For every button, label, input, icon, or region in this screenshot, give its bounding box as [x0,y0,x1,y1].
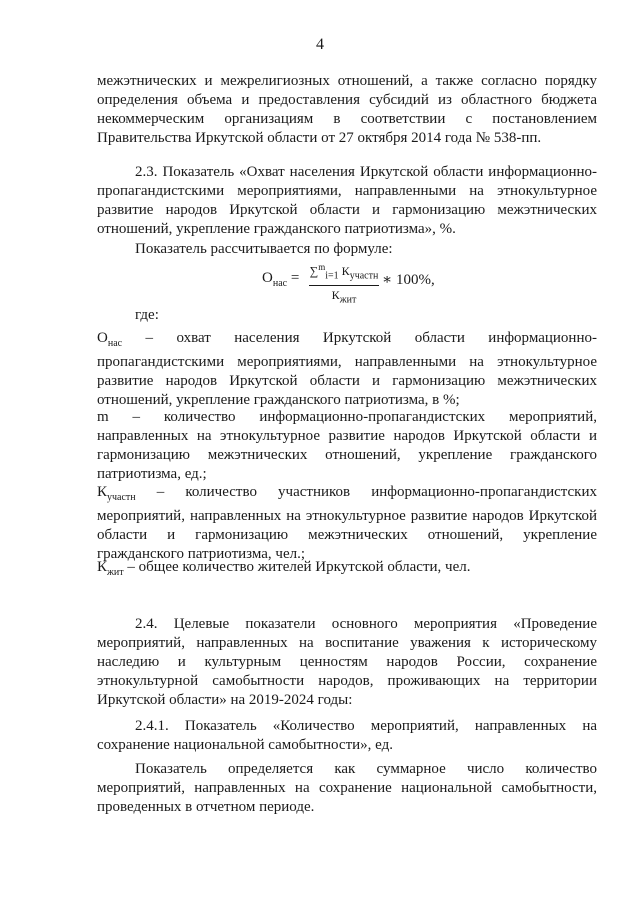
definition-m-text: m – количество информационно-пропагандистских мероприятий, направленных на этнокультурное развитие народов Иркутской области и гармонизацию межэтнических отношений, укрепление гражданского патриотизма, ед.; [97,409,597,482]
where-text: где: [135,307,159,323]
fraction-bar [309,285,379,286]
formula-rhs: ∗ 100%, [382,272,435,288]
definition-onas [97,329,597,410]
definition-kzhit-text: $К_{жит}$ – общее количество жителей Иркутской области, чел. [97,559,471,578]
paragraph-2-3 [97,163,597,239]
paragraph-intro-text: межэтнических и межрелигиозных отношений, а также согласно порядку определения объема и предоставления субсидий из областного бюджета некоммерческим организациям в соответствии с постановлением Правительства Иркутской области от 27 октября 2014 года № 538-пп. [97,73,597,146]
formula-numerator: ∑$^m_{i=1}$ $К_{участн}$ [309,262,379,282]
paragraph-2-4-1-text: 2.4.1. Показатель «Количество мероприятий, направленных на сохранение национальной самобытности», ед. [97,718,597,753]
formula-fraction [309,257,379,308]
page-number: 4 [316,36,324,53]
formula-denominator: $К_{жит}$ [331,288,357,306]
paragraph-intro [97,72,597,148]
paragraph-final-text: Показатель определяется как суммарное число количество мероприятий, направленных на сохранение национальной самобытности, проведенных в отчетном периоде. [97,761,597,815]
definition-kuchastn-text: $К_{участн}$ – количество участников информационно-пропагандистских мероприятий, направленных на этнокультурное развитие народов Иркутской области и гармонизацию межэтнических отношений, укрепление гражданского патриотизма, чел.; [97,484,597,562]
formula [262,257,442,306]
formula-intro-text: Показатель рассчитывается по формуле: [135,241,393,257]
where-label [97,306,597,325]
paragraph-2-4 [97,615,597,710]
definition-kzhit [97,558,597,582]
paragraph-2-4-text: 2.4. Целевые показатели основного мероприятия «Проведение мероприятий, направленных на воспитание уважения к историческому наследию и культурным ценностям народов России, сохранение этнокультурной самобытности народов, проживающих на территории Иркутской области» на 2019-2024 годы: [97,616,597,708]
paragraph-2-3-text: 2.3. Показатель «Охват населения Иркутской области информационно-пропагандистскими мероприятиями, направленными на этнокультурное развитие народов Иркутской области и гармонизацию межэтнических отношений, укрепление гражданского патриотизма», %. [97,164,597,237]
definition-m [97,408,597,484]
definition-kuchastn [97,483,597,564]
paragraph-2-4-1 [97,717,597,755]
paragraph-final [97,760,597,817]
definition-onas-text: $О_{нас}$ – охват населения Иркутской области информационно-пропагандистскими мероприятиями, направленными на этнокультурное развитие народов Иркутской области и гармонизацию межэтнических отношений, укрепление гражданского патриотизма, в %; [97,330,597,408]
formula-lhs: $О_{нас}$ = [262,270,300,289]
